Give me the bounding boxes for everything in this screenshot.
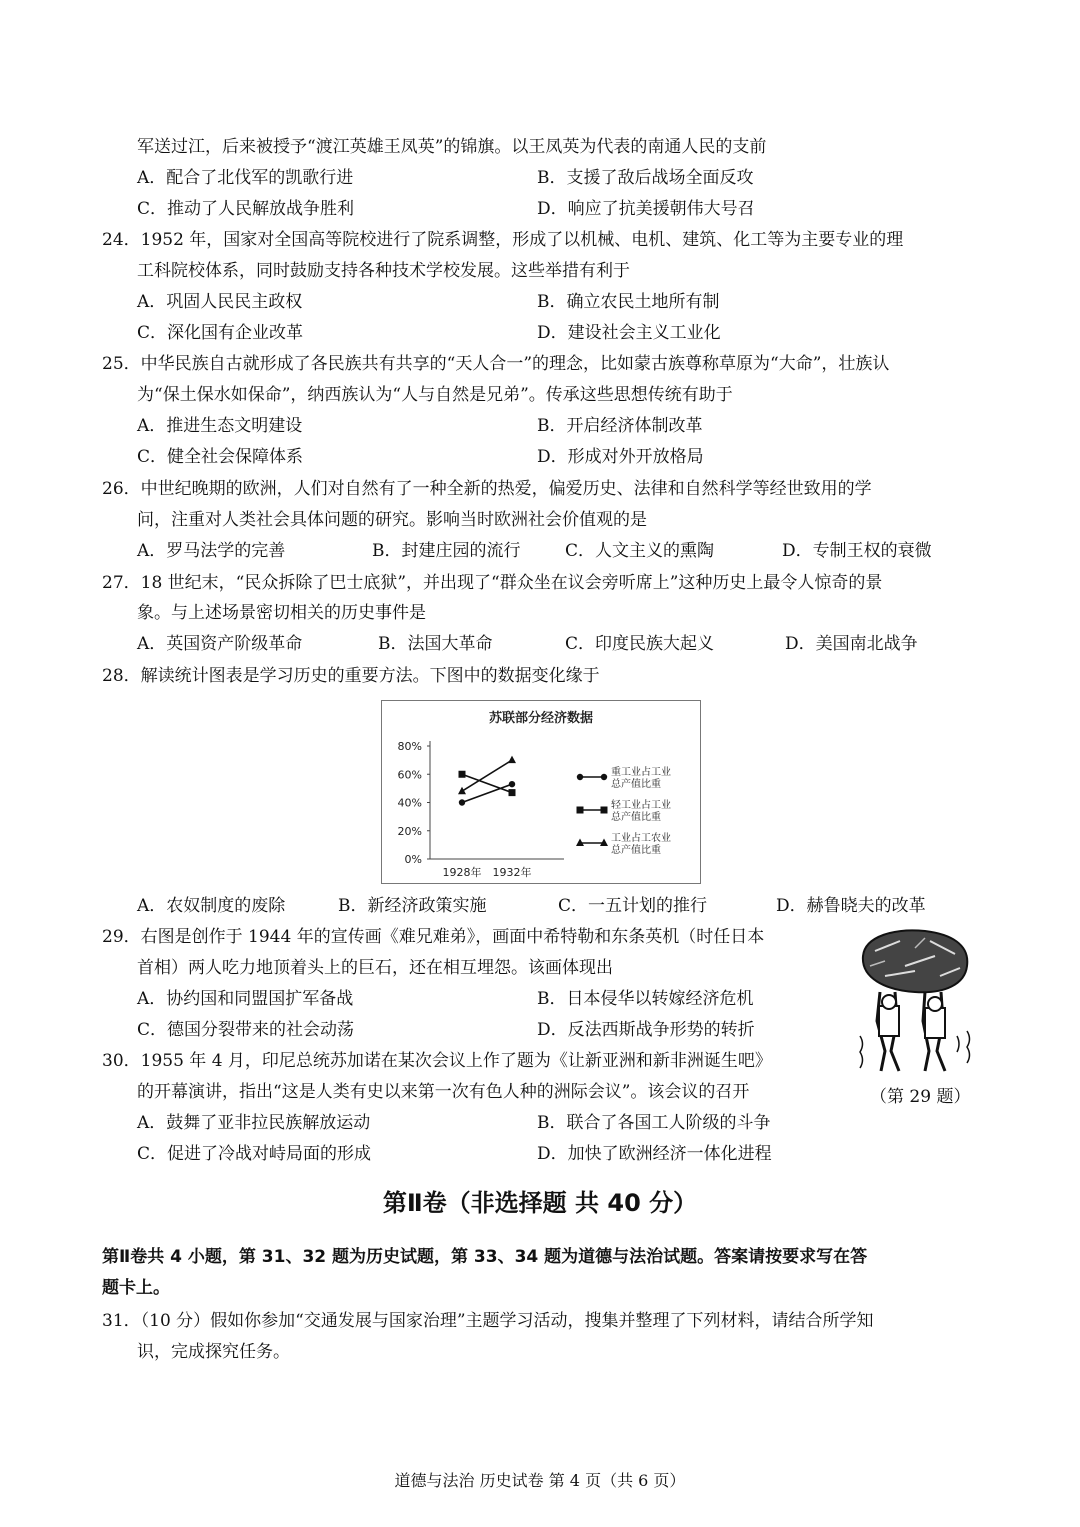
q28-option-c: C．一五计划的推行 <box>558 896 708 916</box>
q29-stem-line-2: 首相）两人吃力地顶着头上的巨石，还在相互埋怨。该画体现出 <box>137 958 613 978</box>
legend-marker <box>601 807 608 814</box>
chart-y-tick-label: 0% <box>404 853 422 866</box>
page-footer: 道德与法治 历史试卷 第 4 页（共 6 页） <box>394 1471 686 1490</box>
q26-option-b: B．封建庄园的流行 <box>372 541 521 561</box>
chart-y-tick-label: 40% <box>397 796 422 810</box>
q23-option-b: B．支援了敌后战场全面反攻 <box>537 168 754 188</box>
q25-stem-line-2: 为“保土保水如保命”，纳西族认为“人与自然是兄弟”。传承这些思想传统有助于 <box>137 385 733 405</box>
legend-label-line-2: 总产值比重 <box>611 779 661 790</box>
chart-data-point <box>509 781 515 787</box>
chart-data-point <box>459 771 466 778</box>
q26-option-a: A．罗马法学的完善 <box>137 541 286 561</box>
q25-option-a: A．推进生态文明建设 <box>137 416 303 436</box>
q28-stem-line: 28．解读统计图表是学习历史的重要方法。下图中的数据变化缘于 <box>102 666 600 686</box>
q29-option-c: C．德国分裂带来的社会动荡 <box>137 1020 355 1040</box>
chart-y-tick-label: 20% <box>397 824 422 838</box>
q30-option-d: D．加快了欧洲经济一体化进程 <box>537 1144 772 1164</box>
chart-data-point <box>508 756 516 764</box>
q28-option-d: D．赫鲁晓夫的改革 <box>776 896 926 916</box>
chart-data-point <box>458 787 466 795</box>
soviet-economy-chart <box>381 700 701 884</box>
q29-caption: （第 29 题） <box>870 1087 971 1107</box>
q30-option-c: C．促进了冷战对峙局面的形成 <box>137 1144 372 1164</box>
q25-option-c: C．健全社会保障体系 <box>137 447 304 467</box>
section-instructions-line-1: 第Ⅱ卷共 4 小题，第 31、32 题为历史试题，第 33、34 题为道德与法治试题。答案请按要求写在答 <box>102 1247 868 1267</box>
q27-option-c: C．印度民族大起义 <box>565 634 715 654</box>
q27-option-b: B．法国大革命 <box>378 634 493 654</box>
q24-option-b: B．确立农民土地所有制 <box>537 292 720 312</box>
q26-option-c: C．人文主义的熏陶 <box>565 541 715 561</box>
q23-option-a: A．配合了北伐军的凯歌行进 <box>137 168 354 188</box>
q28-option-b: B．新经济政策实施 <box>338 896 487 916</box>
q23-stem-line: 军送过江，后来被授予“渡江英雄王凤英”的锦旗。以王凤英为代表的南通人民的支前 <box>137 137 767 157</box>
chart-series-line <box>462 774 512 792</box>
q26-stem-line-1: 26．中世纪晚期的欧洲，人们对自然有了一种全新的热爱，偏爱历史、法律和自然科学等经世致用的学 <box>102 479 872 499</box>
q29-option-a: A．协约国和同盟国扩军备战 <box>137 989 354 1009</box>
legend-label-line-1: 轻工业占工业 <box>611 800 671 811</box>
q27-option-d: D．美国南北战争 <box>785 634 918 654</box>
chart-title: 苏联部分经济数据 <box>488 711 594 726</box>
legend-label-line-1: 重工业占工业 <box>611 767 671 778</box>
legend-label-line-1: 工业占工农业 <box>611 833 671 844</box>
legend-label-line-2: 总产值比重 <box>611 812 661 823</box>
q29-stem-line-1: 29．右图是创作于 1944 年的宣传画《难兄难弟》，画面中希特勒和东条英机（时任日本 <box>102 927 765 947</box>
section-instructions-line-2: 题卡上。 <box>102 1278 170 1298</box>
q27-option-a: A．英国资产阶级革命 <box>137 634 303 654</box>
chart-x-tick-label: 1928年 <box>442 866 482 879</box>
q25-stem-line-1: 25．中华民族自古就形成了各民族共有共享的“天人合一”的理念，比如蒙古族尊称草原为“大命”，壮族认 <box>102 354 890 374</box>
q26-stem-line-2: 问，注重对人类社会具体问题的研究。影响当时欧洲社会价值观的是 <box>137 510 647 530</box>
q29-option-b: B．日本侵华以转嫁经济危机 <box>537 989 754 1009</box>
q24-stem-line-2: 工科院校体系，同时鼓励支持各种技术学校发展。这些举措有利于 <box>137 261 630 281</box>
legend-label-line-2: 总产值比重 <box>611 845 661 856</box>
propaganda-cartoon-image <box>855 926 975 1076</box>
section-title: 第Ⅱ卷（非选择题 共 40 分） <box>382 1189 698 1217</box>
legend-marker <box>577 807 584 814</box>
q30-stem-line-2: 的开幕演讲，指出“这是人类有史以来第一次有色人种的洲际会议”。该会议的召开 <box>137 1082 750 1102</box>
q26-option-d: D．专制王权的衰微 <box>782 541 932 561</box>
q31-stem-line-2: 识，完成探究任务。 <box>137 1342 290 1362</box>
q25-option-b: B．开启经济体制改革 <box>537 416 703 436</box>
q30-option-a: A．鼓舞了亚非拉民族解放运动 <box>137 1113 371 1133</box>
chart-y-tick-label: 60% <box>397 768 422 782</box>
chart-svg <box>382 701 700 883</box>
q30-option-b: B．联合了各国工人阶级的斗争 <box>537 1113 771 1133</box>
q24-stem-line-1: 24．1952 年，国家对全国高等院校进行了院系调整，形成了以机械、电机、建筑、化工等为主要专业的理 <box>102 230 904 250</box>
legend-marker <box>601 774 607 780</box>
q25-option-d: D．形成对外开放格局 <box>537 447 704 467</box>
q27-stem-line-1: 27．18 世纪末，“民众拆除了巴士底狱”，并出现了“群众坐在议会旁听席上”这种历史上最令人惊奇的景 <box>102 573 883 593</box>
chart-data-point <box>509 789 516 796</box>
chart-y-tick-label: 80% <box>397 740 422 753</box>
q23-option-c: C．推动了人民解放战争胜利 <box>137 199 355 219</box>
q23-option-d: D．响应了抗美援朝伟大号召 <box>537 199 755 219</box>
chart-x-tick-label: 1932年 <box>492 866 532 879</box>
q24-option-c: C．深化国有企业改革 <box>137 323 304 343</box>
q24-option-d: D．建设社会主义工业化 <box>537 323 721 343</box>
q27-stem-line-2: 象。与上述场景密切相关的历史事件是 <box>137 603 426 623</box>
q24-option-a: A．巩固人民民主政权 <box>137 292 303 312</box>
q29-option-d: D．反法西斯战争形势的转折 <box>537 1020 755 1040</box>
legend-marker <box>577 774 583 780</box>
q31-stem-line-1: 31．（10 分）假如你参加“交通发展与国家治理”主题学习活动，搜集并整理了下列材料，请结合所学知 <box>102 1311 874 1331</box>
q28-option-a: A．农奴制度的废除 <box>137 896 286 916</box>
q30-stem-line-1: 30．1955 年 4 月，印尼总统苏加诺在某次会议上作了题为《让新亚洲和新非洲诞生吧》 <box>102 1051 772 1071</box>
chart-data-point <box>459 799 465 805</box>
